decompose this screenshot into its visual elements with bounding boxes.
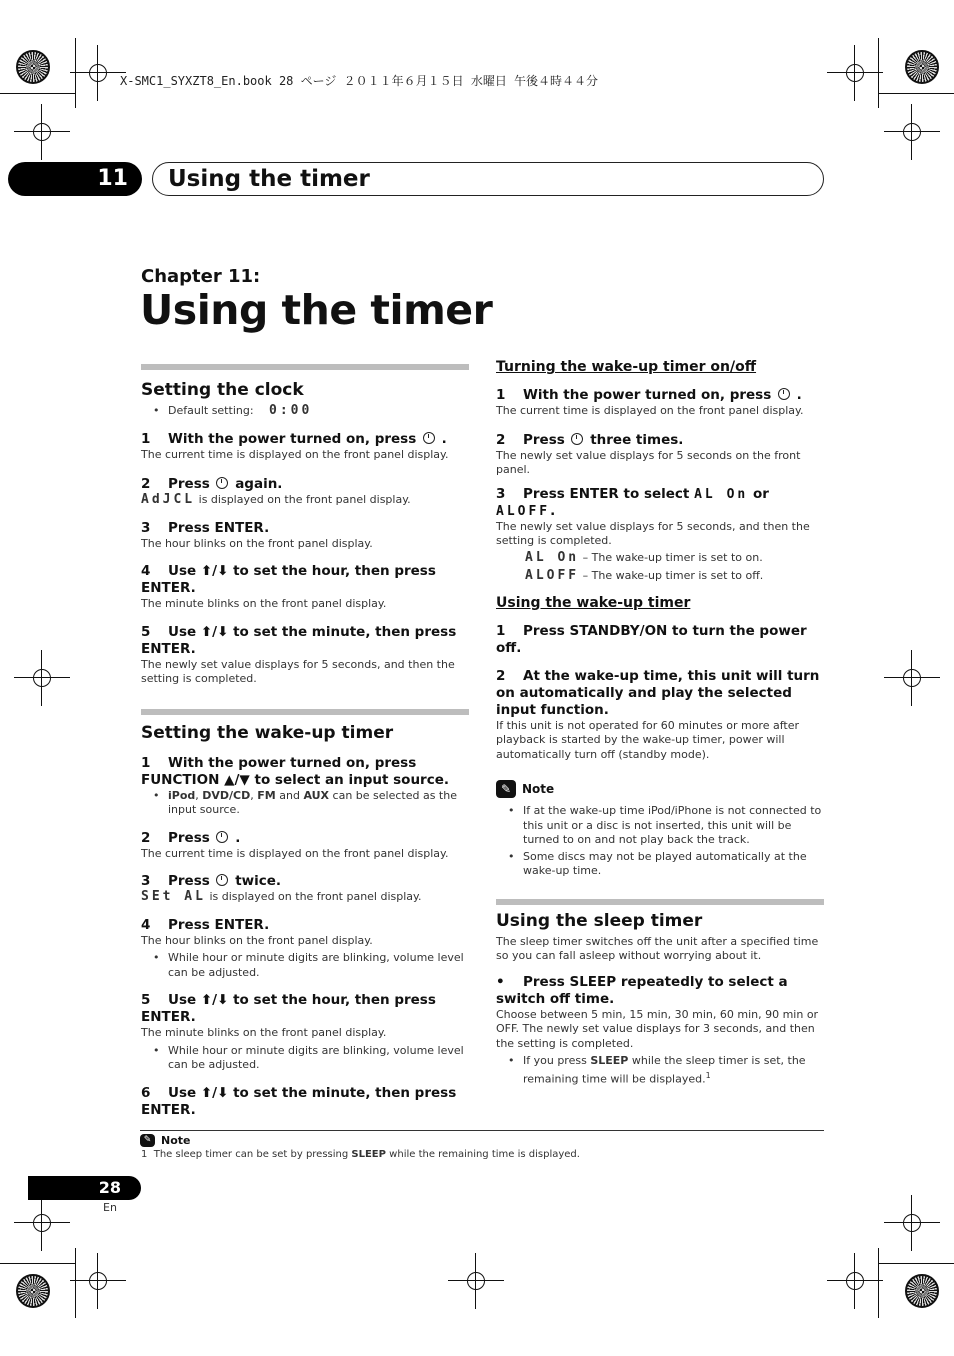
- section-bar: [141, 709, 469, 715]
- crop-mark: [878, 1248, 879, 1318]
- option-on: AL On – The wake-up timer is set to on.: [525, 549, 763, 565]
- chapter-header-title: Using the timer: [168, 166, 370, 192]
- step-desc: If this unit is not operated for 60 minutes or more after playback is started by the wake-up timer, power will automatically turn off (standby mode).: [496, 718, 799, 761]
- clock-icon: [216, 477, 228, 489]
- sleep-step: • Press SLEEP repeatedly to select a switch off time.: [496, 973, 788, 1007]
- display-al-on: AL On: [694, 486, 749, 502]
- note-bullet: • Some discs may not be played automatically at the wake-up time.: [496, 850, 824, 879]
- default-value: 0:00: [269, 403, 313, 418]
- volume-bullet: • While hour or minute digits are blinking, volume level can be adjusted.: [141, 951, 469, 980]
- onoff-step-3: 3 Press ENTER to select AL On or ALOFF.: [496, 485, 769, 519]
- option-off: ALOFF – The wake-up timer is set to off.: [525, 568, 764, 583]
- volume-bullet: • While hour or minute digits are blinking, volume level can be adjusted.: [141, 1044, 469, 1073]
- display-set-al: SEt AL: [141, 889, 206, 904]
- wakeup-step-2: 2 Press .: [141, 829, 241, 846]
- onoff-step-2: 2 Press three times.: [496, 431, 684, 448]
- registration-crosshair-icon: [89, 64, 107, 82]
- clock-step-5: 5 Use ⬆/⬇ to set the minute, then press ENTER.: [141, 623, 457, 657]
- registration-crosshair-icon: [33, 669, 51, 687]
- step-desc: The minute blinks on the front panel display.: [141, 597, 387, 610]
- sleep-bullet: • If you press SLEEP while the sleep timer is set, the remaining time will be displayed.$^1$: [496, 1054, 824, 1087]
- default-setting: • Default setting: 0:00: [141, 404, 469, 419]
- using-step-1: 1 Press STANDBY/ON to turn the power off.: [496, 622, 807, 656]
- left-column: [141, 364, 469, 1119]
- page-title: Using the timer: [140, 286, 493, 334]
- clock-icon: [423, 432, 435, 444]
- wakeup-step-4: 4 Press ENTER.: [141, 916, 270, 933]
- clock-section-title: Setting the clock: [141, 380, 304, 400]
- clock-step-4: 4 Use ⬆/⬇ to set the hour, then press ENTER.: [141, 563, 436, 596]
- wakeup-step-6: 6 Use ⬆/⬇ to set the minute, then press ENTER.: [141, 1084, 457, 1118]
- onoff-section-title: Turning the wake-up timer on/off: [496, 359, 757, 375]
- step-desc: The minute blinks on the front panel display.: [141, 1026, 387, 1039]
- registration-crosshair-icon: [467, 1272, 485, 1290]
- registration-crosshair-icon: [89, 1272, 107, 1290]
- wakeup-step-3: 3 Press twice.: [141, 873, 282, 889]
- file-header: X-SMC1_SYXZT8_En.book 28 ページ ２０１１年６月１５日 水曜日 午後４時４４分: [120, 74, 599, 88]
- registration-crosshair-icon: [33, 123, 51, 141]
- step-desc: Choose between 5 min, 15 min, 30 min, 60 min, 90 min or OFF. The newly set value displays for 3 seconds, and then the setting is completed.: [496, 1007, 819, 1050]
- crop-mark: [878, 1263, 954, 1264]
- display-al-off: ALOFF: [496, 503, 551, 519]
- step-desc: The current time is displayed on the front panel display.: [496, 404, 804, 417]
- step-desc: The newly set value displays for 5 seconds on the front panel.: [496, 448, 801, 476]
- wakeup-step-1: 1 With the power turned on, press FUNCTION ▲/▼ to select an input source.: [141, 754, 450, 788]
- step-desc: The current time is displayed on the front panel display.: [141, 447, 449, 461]
- registration-crosshair-icon: [846, 1272, 864, 1290]
- registration-target-icon: [16, 50, 50, 84]
- crop-mark: [75, 1248, 76, 1318]
- sleep-intro: The sleep timer switches off the unit after a specified time so you can fall asleep without worrying about it.: [496, 934, 819, 962]
- wakeup-section-title: Setting the wake-up timer: [141, 722, 394, 743]
- note-header: ✎ Note: [496, 780, 824, 798]
- clock-icon: [216, 874, 228, 886]
- crop-mark: [0, 93, 75, 94]
- step-desc: AdJCL is displayed on the front panel display.: [141, 492, 411, 507]
- language-code: En: [103, 1201, 117, 1214]
- wakeup-step-5: 5 Use ⬆/⬇ to set the hour, then press ENTER.: [141, 992, 436, 1025]
- note-pencil-icon: ✎: [496, 780, 516, 798]
- footnote-rule: [140, 1130, 824, 1131]
- using-section-title: Using the wake-up timer: [496, 594, 691, 611]
- registration-crosshair-icon: [903, 123, 921, 141]
- crop-mark: [75, 38, 76, 108]
- section-bar: [141, 364, 469, 370]
- right-column: [496, 360, 824, 1087]
- chapter-label: Chapter 11:: [141, 266, 261, 287]
- clock-icon: [571, 433, 583, 445]
- note-pencil-icon: ✎: [140, 1134, 155, 1147]
- crop-mark: [878, 93, 954, 94]
- footnote-text: 1 The sleep timer can be set by pressing SLEEP while the remaining time is displayed.: [141, 1149, 580, 1160]
- crop-mark: [0, 1263, 75, 1264]
- step-desc: The current time is displayed on the front panel display.: [141, 846, 449, 860]
- step-desc: The hour blinks on the front panel display.: [141, 536, 373, 550]
- registration-target-icon: [905, 1274, 939, 1308]
- clock-step-2: 2 Press again.: [141, 476, 283, 492]
- registration-crosshair-icon: [846, 64, 864, 82]
- display-adjcl: AdJCL: [141, 492, 196, 507]
- source-bullet: • iPod, DVD/CD, FM and AUX can be selected as the input source.: [141, 789, 469, 818]
- note-bullet: • If at the wake-up time iPod/iPhone is not connected to this unit or a disc is not inserted, this unit will be turned to on and not play back the track.: [496, 804, 824, 848]
- crop-mark: [878, 38, 879, 108]
- step-desc: The hour blinks on the front panel display.: [141, 933, 373, 947]
- registration-target-icon: [905, 50, 939, 84]
- clock-step-1: 1 With the power turned on, press .: [141, 430, 447, 447]
- registration-crosshair-icon: [33, 1214, 51, 1232]
- step-desc: The newly set value displays for 5 seconds, and then the setting is completed.: [141, 657, 455, 685]
- onoff-step-1: 1 With the power turned on, press .: [496, 387, 802, 403]
- clock-step-3: 3 Press ENTER.: [141, 519, 270, 536]
- using-step-2: 2 At the wake-up time, this unit will turn on automatically and play the selected input function.: [496, 667, 820, 718]
- step-desc: SEt AL is displayed on the front panel display.: [141, 889, 422, 904]
- chapter-number-badge: 11: [8, 162, 142, 196]
- section-bar: [496, 899, 824, 905]
- registration-crosshair-icon: [903, 669, 921, 687]
- clock-icon: [216, 831, 228, 843]
- registration-crosshair-icon: [903, 1214, 921, 1232]
- step-desc: The newly set value displays for 5 seconds, and then the setting is completed.: [496, 519, 810, 547]
- sleep-section-title: Using the sleep timer: [496, 910, 703, 931]
- page-number: 28: [28, 1176, 141, 1200]
- registration-target-icon: [16, 1274, 50, 1308]
- footnote-header: ✎ Note: [140, 1134, 190, 1147]
- clock-icon: [778, 388, 790, 400]
